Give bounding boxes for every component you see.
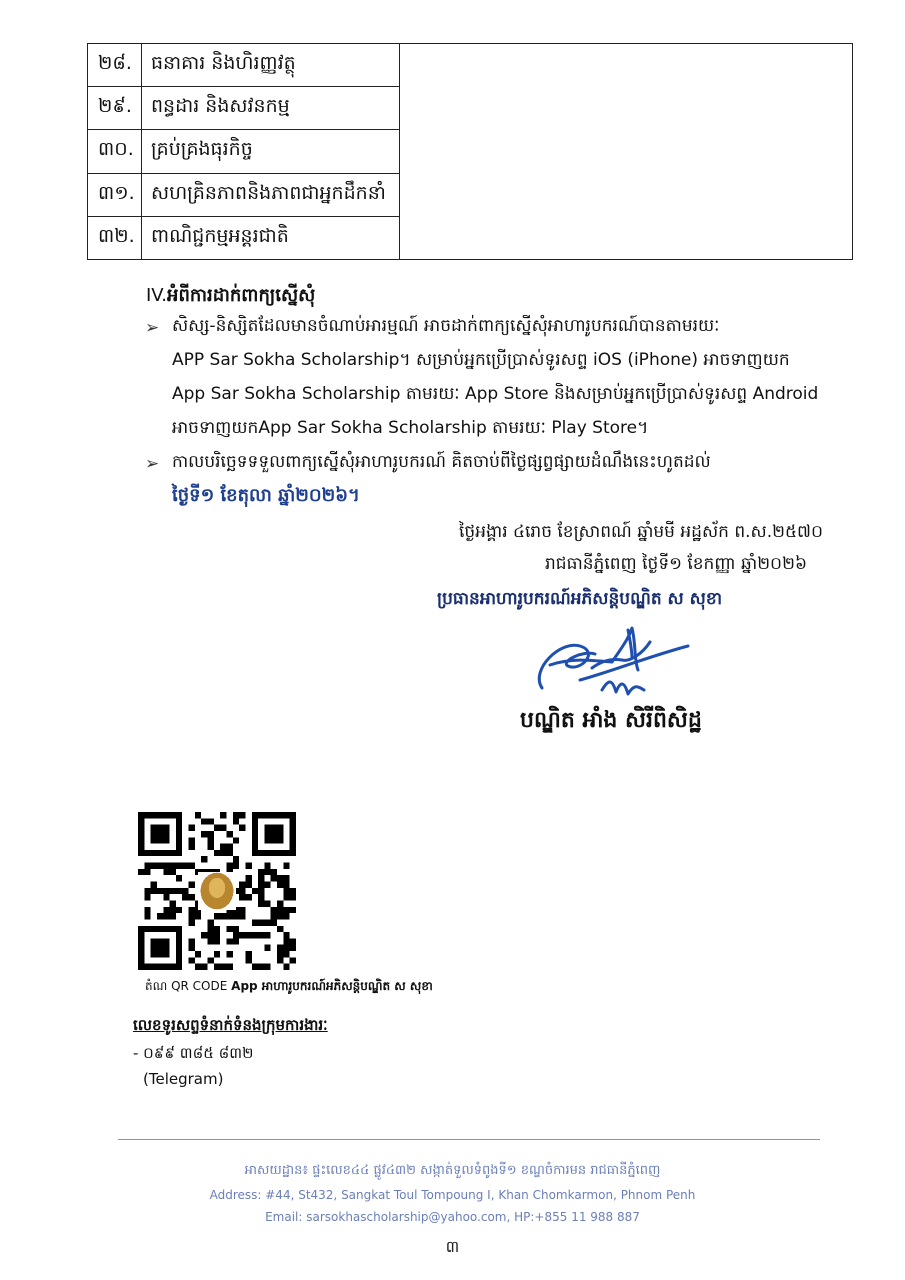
qr-caption-prefix: តំណ QR CODE — [145, 979, 228, 993]
row-number: ៣២. — [88, 216, 142, 259]
footer-address-en: Address: #44, St432, Sangkat Toul Tompoung I, Khan Chomkarmon, Phnom Penh — [209, 1188, 696, 1202]
row-program: ពាណិជ្ជកម្មអន្តរជាតិ — [142, 216, 400, 259]
paragraph-line: កាលបរិច្ឆេទទទួលពាក្យស្នើសុំអាហារូបករណ៍ គិតចាប់ពីថ្ងៃផ្សព្វផ្សាយដំណឹងនេះហូតដល់ — [172, 452, 711, 472]
row-number: ៣១. — [88, 173, 142, 216]
section-heading — [146, 283, 315, 310]
arrow-bullet-icon: ➢ — [145, 318, 160, 338]
contact-title: លេខទូរសព្ទទំនាក់ទំនងក្រុមការងារៈ — [133, 1016, 328, 1034]
program-table — [87, 43, 853, 260]
paragraph-line: អាចទាញយកApp Sar Sokha Scholarship តាមរយៈ Play Store។ — [172, 418, 649, 438]
row-program: គ្រប់គ្រងធុរកិច្ច — [142, 130, 400, 173]
footer-email: Email: sarsokhascholarship@yahoo.com, HP:+855 11 988 887 — [265, 1210, 640, 1224]
signatory-name: បណ្ឌិត អាំង សិរីពិសិដ្ឋ — [520, 708, 702, 733]
arrow-bullet-icon: ➢ — [145, 454, 160, 474]
contact-phone: - ០៩៩ ៣៨៥ ៨៣២ — [133, 1044, 254, 1062]
application-paragraph — [172, 309, 820, 445]
qr-caption-app: App អាហារូបករណ៍អភិសន្តិបណ្ឌិត ស សុខា — [231, 979, 433, 993]
handwritten-signature — [520, 610, 700, 710]
section-number: IV. — [146, 285, 168, 306]
table-row — [88, 44, 853, 87]
row-number: ៣០. — [88, 130, 142, 173]
row-program: ពន្ធដារ និងសវនកម្ម — [142, 87, 400, 130]
footer-divider — [118, 1139, 820, 1140]
page-number: ៣ — [445, 1237, 460, 1256]
row-program: សហគ្រិនភាពនិងភាពជាអ្នកដឹកនាំ — [142, 173, 400, 216]
footer-address-km: អាសយដ្ឋាន៖ ផ្ទះលេខ៤៤ ផ្លូវ៤៣២ សង្កាត់ទួលទំពូងទី១ ខណ្ឌចំការមន រាជធានីភ្នំពេញ — [244, 1163, 661, 1178]
contact-channel: (Telegram) — [143, 1070, 224, 1088]
row-number: ២៨. — [88, 44, 142, 87]
qr-code-icon[interactable] — [138, 812, 296, 970]
qr-caption — [145, 978, 433, 996]
signatory-title: ប្រធានអាហារូបករណ៍អភិសន្តិបណ្ឌិត ស សុខា — [437, 589, 723, 609]
paragraph-line: App Sar Sokha Scholarship តាមរយៈ App Store និងសម្រាប់អ្នកប្រើប្រាស់ទូរសព្ទ Android — [172, 384, 819, 404]
paragraph-line: សិស្ស-និស្សិតដែលមានចំណាប់អារម្មណ៍ អាចដាក់ពាក្យស្នើសុំអាហារូបករណ៍បានតាមរយៈ — [172, 316, 720, 336]
row-program: ធនាគារ និងហិរញ្ញវត្ថុ — [142, 44, 400, 87]
deadline-date: ថ្ងៃទី១ ខែតុលា ឆ្នាំ២០២៦។ — [172, 485, 360, 506]
lunar-date: ថ្ងៃអង្គារ ៤រោច ខែស្រាពណ៍ ឆ្នាំមមី អដ្ឋស័ក ព.ស.២៥៧០ — [459, 522, 823, 542]
paragraph-line: APP Sar Sokha Scholarship។ សម្រាប់អ្នកប្រើប្រាស់ទូរសព្ទ iOS (iPhone) អាចទាញយក — [172, 350, 790, 370]
deadline-paragraph — [172, 445, 820, 513]
table-empty-column — [400, 44, 853, 260]
row-number: ២៩. — [88, 87, 142, 130]
place-date: រាជធានីភ្នំពេញ ថ្ងៃទី១ ខែកញ្ញា ឆ្នាំ២០២៦ — [545, 554, 807, 574]
section-title: អំពីការដាក់ពាក្យស្នើសុំ — [167, 285, 316, 306]
